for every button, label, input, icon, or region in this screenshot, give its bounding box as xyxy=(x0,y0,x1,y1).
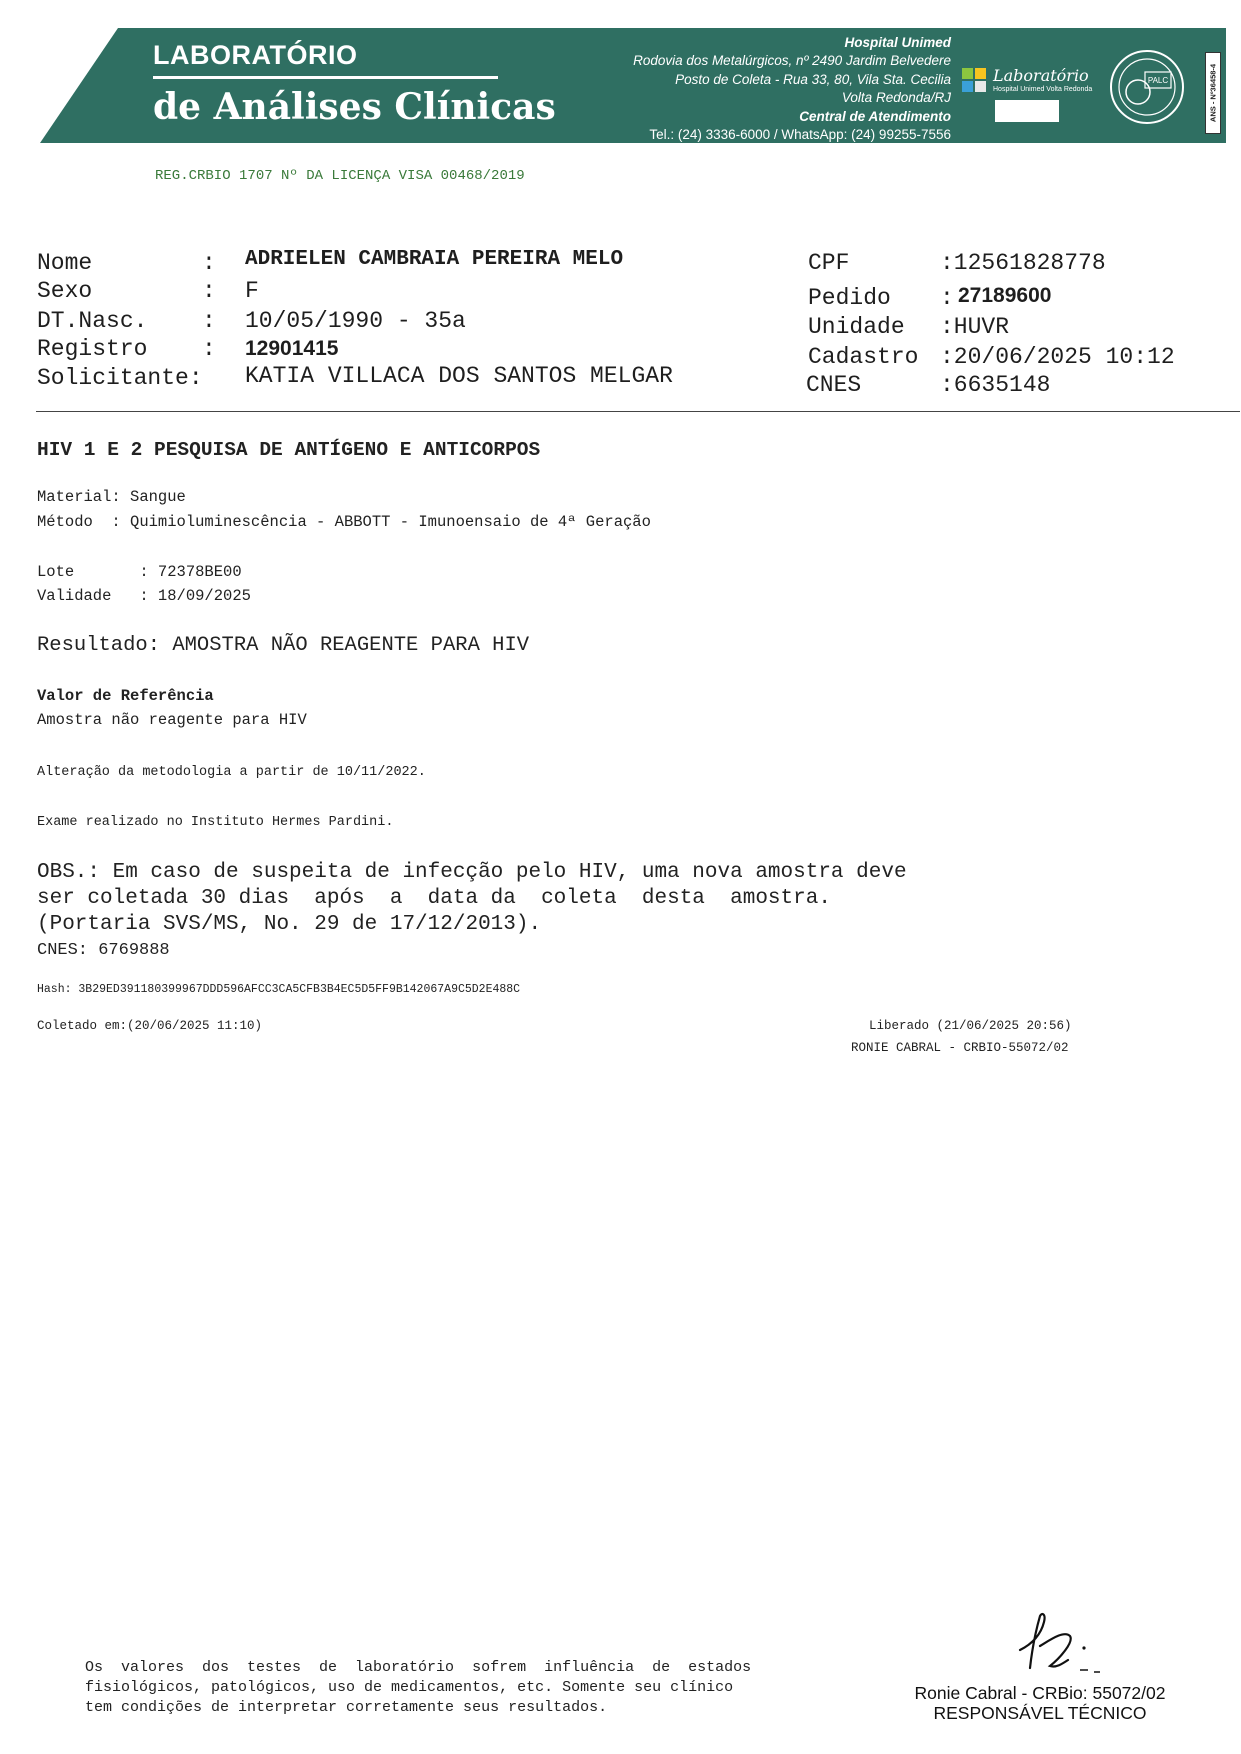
responsible-line: RONIE CABRAL - CRBIO-55072/02 xyxy=(851,1041,1069,1055)
cnes-number: :6635148 xyxy=(940,372,1051,398)
colon: : xyxy=(202,336,216,362)
disclaimer-line: fisiológicos, patológicos, uso de medicamentos, etc. Somente seu clínico xyxy=(85,1679,734,1696)
patient-name: ADRIELEN CAMBRAIA PEREIRA MELO xyxy=(245,248,624,271)
obs-line: OBS.: Em caso de suspeita de infecção pelo HIV, uma nova amostra deve xyxy=(37,861,907,884)
requesting-doctor: KATIA VILLACA DOS SANTOS MELGAR xyxy=(245,363,673,389)
obs-line: (Portaria SVS/MS, No. 29 de 17/12/2013). xyxy=(37,913,542,936)
section-divider xyxy=(36,411,1240,412)
reference-title: Valor de Referência xyxy=(37,687,214,705)
palc-text: PALC xyxy=(1147,76,1169,85)
institute-note: Exame realizado no Instituto Hermes Pardini. xyxy=(37,815,394,830)
patient-registro: 12901415 xyxy=(245,337,339,360)
colon: : xyxy=(940,285,954,311)
colon: : xyxy=(202,308,216,334)
colon: : xyxy=(202,250,216,276)
colon: : xyxy=(202,278,216,304)
disclaimer xyxy=(85,1658,751,1718)
phone-line: Tel.: (24) 3336-6000 / WhatsApp: (24) 99255-7556 xyxy=(649,127,951,143)
label-pedido: Pedido xyxy=(808,285,891,311)
order-number: 27189600 xyxy=(958,284,1052,307)
registration-date: :20/06/2025 10:12 xyxy=(940,344,1175,370)
label-cnes: CNES xyxy=(806,372,862,398)
exam-title: HIV 1 E 2 PESQUISA DE ANTÍGENO E ANTICORPOS xyxy=(37,439,541,461)
exam-lot: Lote : 72378BE00 xyxy=(37,563,242,581)
released-at: Liberado (21/06/2025 20:56) xyxy=(869,1019,1072,1033)
lab-title-line2: de Análises Clínicas xyxy=(153,86,556,128)
disclaimer-line: Os valores dos testes de laboratório sofrem influência de estados xyxy=(85,1659,752,1676)
hash-line: Hash: 3B29ED391180399967DDD596AFCC3CA5CFB3B4EC5D5FF9B142067A9C5D2E488C xyxy=(37,983,521,996)
lab-title-rule xyxy=(153,76,498,79)
central-atendimento: Central de Atendimento xyxy=(799,108,951,124)
label-cpf: CPF xyxy=(808,250,850,276)
exam-material: Material: Sangue xyxy=(37,488,186,506)
exam-result: Resultado: AMOSTRA NÃO REAGENTE PARA HIV xyxy=(37,634,530,657)
signer-role: RESPONSÁVEL TÉCNICO xyxy=(933,1703,1147,1723)
signer-block xyxy=(880,1683,1200,1723)
patient-sex: F xyxy=(245,278,259,304)
logo-lab-badge xyxy=(995,100,1059,122)
label-unidade: Unidade xyxy=(808,314,905,340)
lab-title-line1: LABORATÓRIO xyxy=(153,40,358,70)
logo-lab-name: Laboratório xyxy=(993,66,1089,85)
label-nome: Nome xyxy=(37,250,93,276)
disclaimer-line: tem condições de interpretar corretamente seus resultados. xyxy=(85,1699,608,1716)
label-registro: Registro xyxy=(37,336,148,362)
address-line2: Posto de Coleta - Rua 33, 80, Vila Sta. Cecilia xyxy=(675,71,951,87)
hospital-name: Hospital Unimed xyxy=(844,35,951,50)
patient-cpf: :12561828778 xyxy=(940,250,1106,276)
palc-seal-icon xyxy=(1108,48,1186,126)
label-cadastro: Cadastro xyxy=(808,344,919,370)
obs-line: CNES: 6769888 xyxy=(37,941,170,960)
hospital-address xyxy=(531,34,951,144)
exam-method: Método : Quimioluminescência - ABBOTT - Imunoensaio de 4ª Geração xyxy=(37,513,651,531)
obs-line: ser coletada 30 dias após a data da coleta desta amostra. xyxy=(37,887,831,910)
exam-validity: Validade : 18/09/2025 xyxy=(37,587,251,605)
address-line3: Volta Redonda/RJ xyxy=(841,90,951,106)
label-sexo: Sexo xyxy=(37,278,93,304)
registration-line: REG.CRBIO 1707 Nº DA LICENÇA VISA 00468/2019 xyxy=(155,168,525,184)
label-solicitante: Solicitante: xyxy=(37,365,203,391)
signature-icon xyxy=(1010,1610,1120,1680)
unit: :HUVR xyxy=(940,314,1010,340)
address-line1: Rodovia dos Metalúrgicos, nº 2490 Jardim Belvedere xyxy=(633,53,951,69)
label-nasc: DT.Nasc. xyxy=(37,308,148,334)
collected-at: Coletado em:(20/06/2025 11:10) xyxy=(37,1019,263,1033)
ans-text: ANS - Nº36458-4 xyxy=(1208,63,1218,123)
leaf-icon xyxy=(961,67,987,93)
ans-badge xyxy=(1205,52,1221,134)
signer-name: Ronie Cabral - CRBio: 55072/02 xyxy=(914,1683,1166,1703)
observation-block xyxy=(37,860,907,964)
patient-birthdate: 10/05/1990 - 35a xyxy=(245,308,466,334)
banner-diagonal xyxy=(40,28,118,143)
laboratorio-logo xyxy=(961,62,1109,126)
reference-value: Amostra não reagente para HIV xyxy=(37,711,307,729)
methodology-change-note: Alteração da metodologia a partir de 10/11/2022. xyxy=(37,765,426,780)
logo-lab-sub: Hospital Unimed Volta Redonda xyxy=(993,86,1093,93)
